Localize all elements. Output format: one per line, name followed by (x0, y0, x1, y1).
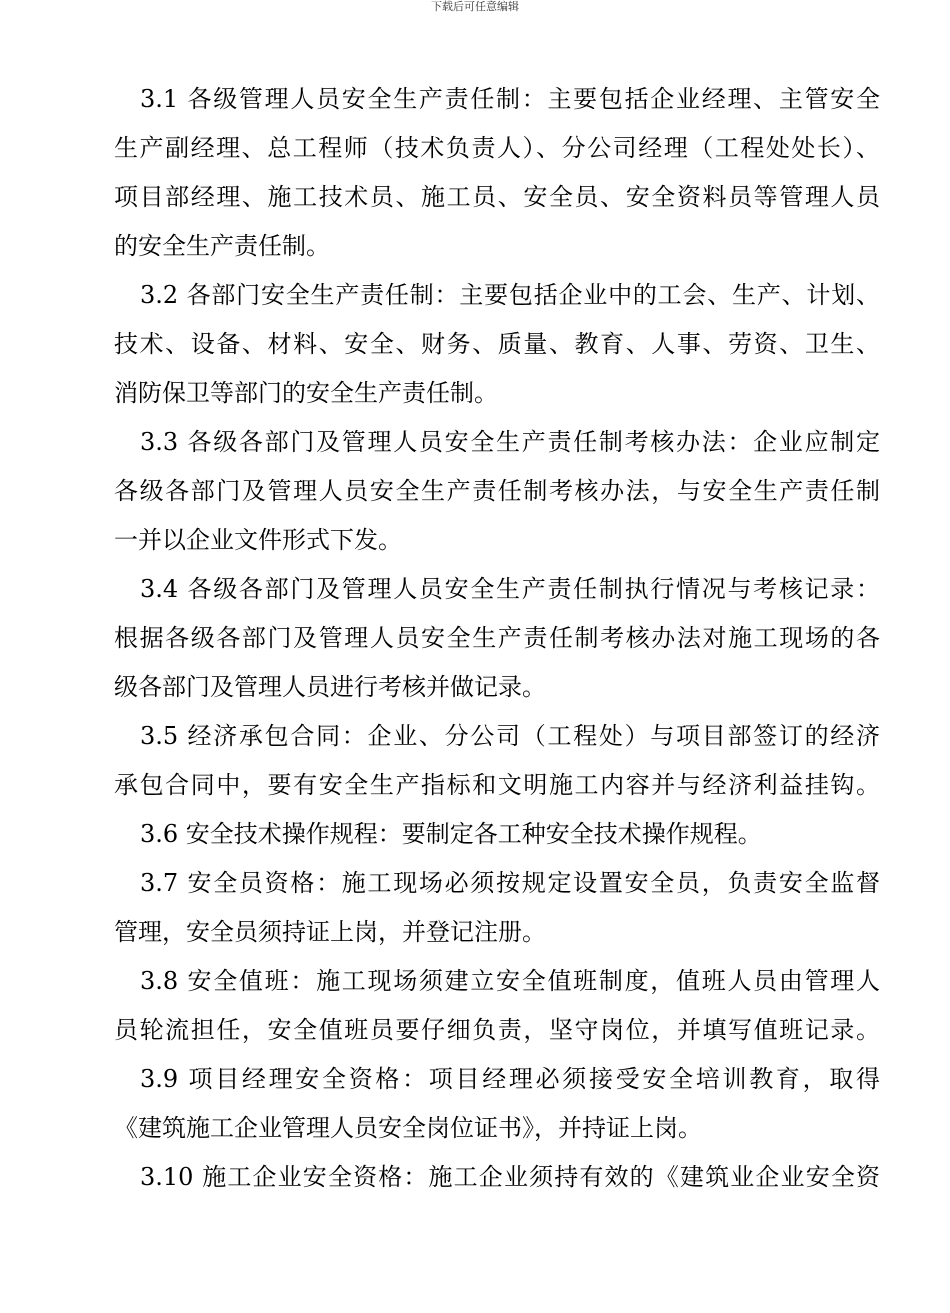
text-line: 一并以企业文件形式下发。 (114, 526, 402, 554)
text-line: 各级各部门及管理人员安全生产责任制考核办法，与安全生产责任制 (114, 477, 880, 505)
text-line: 生产副经理、总工程师（技术负责人）、分公司经理（工程处处长）、 (114, 134, 880, 162)
text-line: 的安全生产责任制。 (114, 232, 330, 260)
text-line: 3.4 各级各部门及管理人员安全生产责任制执行情况与考核记录： (140, 575, 880, 603)
page-header: 下载后可任意编辑 (431, 0, 519, 13)
text-line: 3.3 各级各部门及管理人员安全生产责任制考核办法：企业应制定 (140, 428, 880, 456)
text-line: 管理，安全员须持证上岗，并登记注册。 (114, 918, 546, 946)
text-line: 3.2 各部门安全生产责任制：主要包括企业中的工会、生产、计划、 (140, 281, 880, 309)
text-line: 3.7 安全员资格：施工现场必须按规定设置安全员，负责安全监督 (140, 869, 880, 897)
text-line: 承包合同中，要有安全生产指标和文明施工内容并与经济利益挂钩。 (114, 771, 880, 799)
text-line: 《建筑施工企业管理人员安全岗位证书》，并持证上岗。 (114, 1114, 702, 1142)
text-line: 消防保卫等部门的安全生产责任制。 (114, 379, 498, 407)
text-line: 技术、设备、材料、安全、财务、质量、教育、人事、劳资、卫生、 (114, 330, 880, 358)
text-line: 3.1 各级管理人员安全生产责任制：主要包括企业经理、主管安全 (140, 85, 880, 113)
text-line: 3.8 安全值班：施工现场须建立安全值班制度，值班人员由管理人 (140, 967, 880, 995)
text-line: 根据各级各部门及管理人员安全生产责任制考核办法对施工现场的各 (114, 624, 880, 652)
text-line: 3.5 经济承包合同：企业、分公司（工程处）与项目部签订的经济 (140, 722, 880, 750)
text-line: 3.6 安全技术操作规程：要制定各工种安全技术操作规程。 (140, 820, 762, 848)
text-line: 3.10 施工企业安全资格：施工企业须持有效的《建筑业企业安全资 (140, 1163, 880, 1191)
text-line: 3.9 项目经理安全资格：项目经理必须接受安全培训教育，取得 (140, 1065, 880, 1093)
text-line: 级各部门及管理人员进行考核并做记录。 (114, 673, 546, 701)
document-body (114, 75, 894, 1202)
text-line: 员轮流担任，安全值班员要仔细负责，坚守岗位，并填写值班记录。 (114, 1016, 880, 1044)
text-line: 项目部经理、施工技术员、施工员、安全员、安全资料员等管理人员 (114, 183, 880, 211)
